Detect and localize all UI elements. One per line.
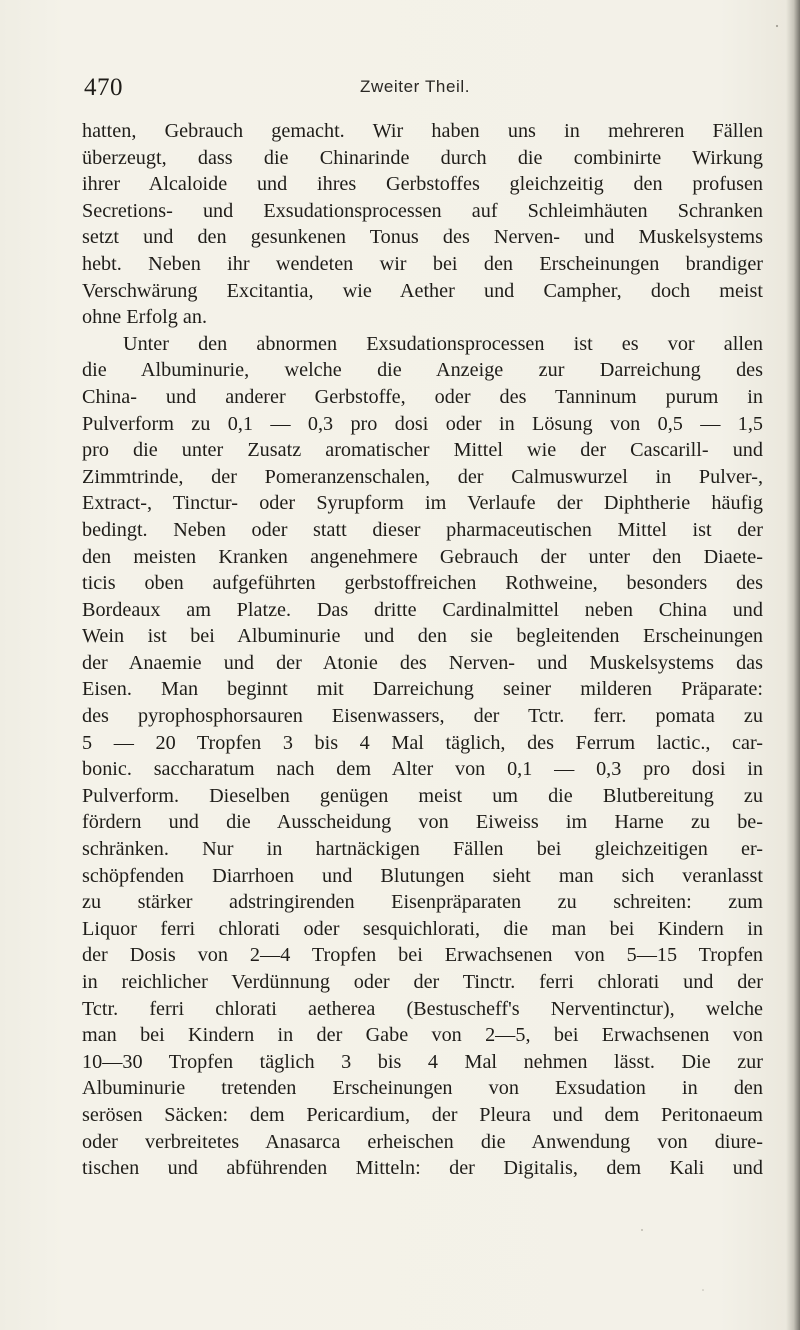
text-line: den meisten Kranken angenehmere Gebrauch der unter den Diaete- — [82, 545, 763, 568]
text-line: überzeugt, dass die Chinarinde durch die combinirte Wirkung — [82, 146, 763, 169]
text-line: Wein ist bei Albuminurie und den sie begleitenden Erscheinungen — [82, 625, 763, 648]
text-line: serösen Säcken: dem Pericardium, der Pleura und dem Peritonaeum — [82, 1103, 763, 1126]
text-line: Eisen. Man beginnt mit Darreichung seiner milderen Präparate: — [82, 678, 763, 701]
text-line: setzt und den gesunkenen Tonus des Nerven- und Muskelsystems — [82, 226, 763, 249]
text-line: Tctr. ferri chlorati aetherea (Bestuscheff's Nerventinctur), welche — [82, 997, 763, 1020]
text-line: pro die unter Zusatz aromatischer Mittel wie der Cascarill- und — [82, 439, 763, 462]
text-line: schränken. Nur in hartnäckigen Fällen bei gleichzeitigen er- — [82, 838, 763, 861]
text-line: bonic. saccharatum nach dem Alter von 0,1 — 0,3 pro dosi in — [82, 758, 763, 781]
text-line: man bei Kindern in der Gabe von 2—5, bei Erwachsenen von — [82, 1024, 763, 1047]
text-line: hatten, Gebrauch gemacht. Wir haben uns in mehreren Fällen — [82, 120, 763, 142]
page-header — [84, 74, 764, 110]
text-line: der Anaemie und der Atonie des Nerven- und Muskelsystems das — [82, 651, 763, 674]
text-line: Albuminurie tretenden Erscheinungen von Exsudation in den — [82, 1077, 763, 1100]
text-line: fördern und die Ausscheidung von Eiweiss im Harne zu be- — [82, 811, 763, 834]
text-line: hebt. Neben ihr wendeten wir bei den Erscheinungen brandiger — [82, 252, 763, 275]
text-line: tischen und abführenden Mitteln: der Digitalis, dem Kali und — [82, 1157, 763, 1180]
text-line: China- und anderer Gerbstoffe, oder des Tanninum purum in — [82, 385, 763, 408]
speck-mark — [776, 25, 778, 27]
text-line: Zimmtrinde, der Pomeranzenschalen, der Calmuswurzel in Pulver-, — [82, 465, 763, 488]
text-line: Extract-, Tinctur- oder Syrupform im Verlaufe der Diphtherie häufig — [82, 492, 763, 515]
text-line: Secretions- und Exsudationsprocessen auf Schleimhäuten Schranken — [82, 199, 763, 222]
text-line: Pulverform. Dieselben genügen meist um die Blutbereitung zu — [82, 784, 763, 807]
text-line: Unter den abnormen Exsudationsprocessen ist es vor allen — [123, 332, 763, 355]
speck-mark — [641, 1229, 643, 1231]
text-line: die Albuminurie, welche die Anzeige zur Darreichung des — [82, 359, 763, 382]
page-edge-shadow — [786, 0, 800, 1330]
text-line: zu stärker adstringirenden Eisenpräparaten zu schreiten: zum — [82, 891, 763, 914]
text-line: Bordeaux am Platze. Das dritte Cardinalmittel neben China und — [82, 598, 763, 621]
page-number: 470 — [84, 74, 123, 101]
text-line: Verschwärung Excitantia, wie Aether und Campher, doch meist — [82, 279, 763, 302]
text-line: oder verbreitetes Anasarca erheischen die Anwendung von diure- — [82, 1130, 763, 1153]
text-line: ohne Erfolg an. — [82, 306, 208, 329]
text-line: der Dosis von 2—4 Tropfen bei Erwachsenen von 5—15 Tropfen — [82, 944, 763, 967]
text-line: 10—30 Tropfen täglich 3 bis 4 Mal nehmen lässt. Die zur — [82, 1050, 763, 1073]
text-line: in reichlicher Verdünnung oder der Tinctr. ferri chlorati und der — [82, 971, 763, 993]
running-title: Zweiter Theil. — [360, 77, 471, 96]
text-line: ihrer Alcaloide und ihres Gerbstoffes gleichzeitig den profusen — [82, 173, 763, 196]
text-line: 5 — 20 Tropfen 3 bis 4 Mal täglich, des Ferrum lactic., car- — [82, 731, 763, 754]
text-line: ticis oben aufgeführten gerbstoffreichen Rothweine, besonders des — [82, 572, 763, 595]
text-line: schöpfenden Diarrhoen und Blutungen sieht man sich veranlasst — [82, 864, 763, 887]
text-line: bedingt. Neben oder statt dieser pharmaceutischen Mittel ist der — [82, 518, 763, 541]
text-line: des pyrophosphorsauren Eisenwassers, der Tctr. ferr. pomata zu — [82, 705, 763, 728]
speck-mark — [702, 1289, 704, 1291]
body-text — [82, 118, 763, 1182]
text-line: Pulverform zu 0,1 — 0,3 pro dosi oder in Lösung von 0,5 — 1,5 — [82, 412, 763, 435]
text-line: Liquor ferri chlorati oder sesquichlorati, die man bei Kindern in — [82, 917, 763, 940]
